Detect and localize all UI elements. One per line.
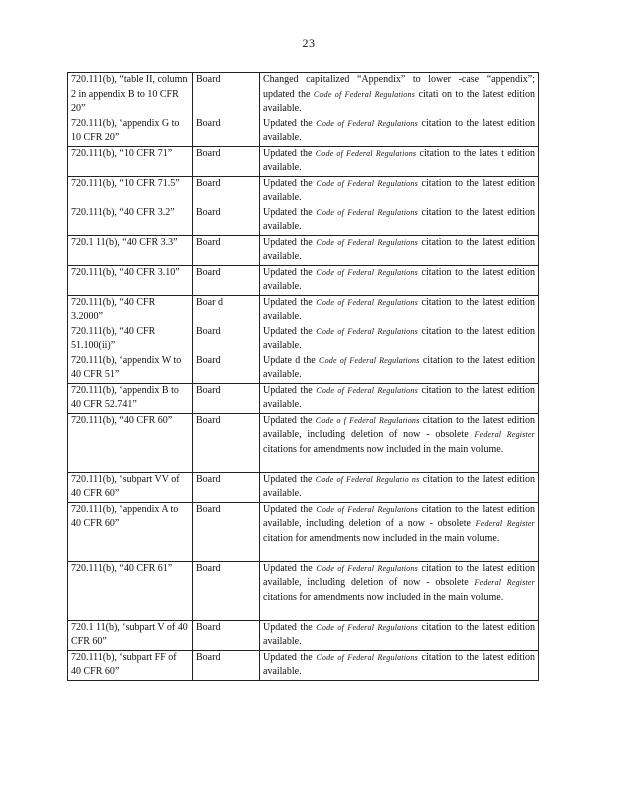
amendment-author: Board: [196, 473, 221, 485]
table-row: [68, 146, 539, 176]
amendment-author: Board: [196, 266, 221, 278]
section-reference: 720.111(b), ‘appendix A to 40 CFR 60”: [71, 503, 179, 529]
amendment-author: Board: [196, 354, 221, 366]
amendment-description: Updated the Code of Federal Regulations citation to the latest edition available.: [263, 266, 535, 292]
description-cell: [260, 620, 539, 650]
description-cell: [260, 295, 539, 383]
reference-cell: [68, 73, 193, 147]
amendment-description: Updated the Code of Federal Regulations citation to the latest edition available.: [263, 651, 535, 677]
reference-cell: [68, 620, 193, 650]
reference-cell: [68, 295, 193, 383]
section-reference: 720.111(b), “10 CFR 71.5”: [71, 177, 180, 189]
section-reference: 720.111(b), ‘appendix G to 10 CFR 20”: [71, 117, 180, 143]
section-reference: 720.111(b), “table II, column 2 in appendix B to 10 CFR 20”: [71, 74, 188, 114]
amendment-description: Updated the Code of Federal Regulations citation to the latest edition available, including deletion of now - obsolete Federal Register citations for amendments now included in the main volume.: [263, 562, 536, 603]
description-cell: [260, 650, 539, 680]
reference-cell: [68, 146, 193, 176]
amendment-author: Board: [196, 117, 221, 129]
reference-cell: [68, 265, 193, 295]
author-cell: [193, 413, 260, 472]
amendment-author: Board: [196, 414, 221, 426]
section-reference: 720.111(b), “40 CFR 3.2000”: [71, 296, 156, 322]
description-cell: [260, 146, 539, 176]
table-row: [68, 502, 539, 561]
page-number: 23: [302, 36, 316, 50]
author-cell: [193, 146, 260, 176]
section-reference: 720.1 11(b), “40 CFR 3.3”: [71, 236, 178, 248]
amendment-description: Updated the Code of Federal Regulations citation to the latest edition available.: [263, 621, 535, 647]
table-row: [68, 413, 539, 472]
amendment-author: Board: [196, 74, 221, 85]
reference-cell: [68, 650, 193, 680]
table-row: [68, 176, 539, 235]
description-cell: [260, 176, 539, 235]
section-reference: 720.111(b), “10 CFR 71”: [71, 147, 173, 159]
description-cell: [260, 413, 539, 472]
amendment-description: Updated the Code of Federal Regulations citation to the latest edition available.: [263, 296, 535, 322]
amendment-author: Boar d: [196, 296, 223, 308]
table-row: [68, 295, 539, 383]
amendment-author: Board: [196, 621, 221, 633]
amendment-description: Updated the Code of Federal Regulations citation to the lates t edition available.: [263, 147, 535, 173]
amendment-author: Board: [196, 147, 221, 159]
amendment-author: Board: [196, 384, 221, 396]
table-row: [68, 265, 539, 295]
section-reference: 720.111(b), ‘subpart FF of 40 CFR 60”: [71, 651, 177, 677]
amendment-description: Update d the Code of Federal Regulations citation to the latest edition available.: [263, 354, 535, 380]
amendment-description: Updated the Code o f Federal Regulations citation to the latest edition available, including deletion of now - obsolete Federal Register citations for amendments now included in the main volume.: [263, 414, 536, 455]
table-row: [68, 620, 539, 650]
author-cell: [193, 620, 260, 650]
amendment-description: Updated the Code of Federal Regulations citation to the latest edition available.: [263, 206, 535, 232]
reference-cell: [68, 413, 193, 472]
amendment-description: Changed capitalized “Appendix” to lower -case “appendix”; updated the Code of Federal Regulations citati on to the latest edition available.: [263, 74, 535, 114]
amendment-description: Updated the Code of Federal Regulations citation to the latest edition available.: [263, 177, 535, 203]
amendment-description: Updated the Code of Federal Regulatio ns citation to the latest edition available.: [263, 473, 535, 499]
table-row: [68, 383, 539, 413]
amendment-description: Updated the Code of Federal Regulations citation to the latest edition available.: [263, 236, 535, 262]
section-reference: 720.111(b), “40 CFR 51.100(ii)”: [71, 325, 156, 351]
amendment-description: Updated the Code of Federal Regulations citation to the latest edition available.: [263, 325, 535, 351]
description-cell: [260, 235, 539, 265]
author-cell: [193, 235, 260, 265]
description-cell: [260, 502, 539, 561]
author-cell: [193, 561, 260, 620]
author-cell: [193, 383, 260, 413]
author-cell: [193, 176, 260, 235]
reference-cell: [68, 176, 193, 235]
table-row: [68, 235, 539, 265]
amendment-author: Board: [196, 177, 221, 189]
table-row: [68, 650, 539, 680]
amendment-author: Board: [196, 503, 221, 515]
amendment-author: Board: [196, 651, 221, 663]
amendment-description: Updated the Code of Federal Regulations citation to the latest edition available.: [263, 117, 535, 143]
amendment-author: Board: [196, 236, 221, 248]
table-row: [68, 472, 539, 502]
table-row: [68, 561, 539, 620]
section-reference: 720.111(b), ‘appendix B to 40 CFR 52.741”: [71, 384, 179, 410]
reference-cell: [68, 472, 193, 502]
author-cell: [193, 73, 260, 147]
author-cell: [193, 295, 260, 383]
section-reference: 720.111(b), “40 CFR 61”: [71, 562, 173, 574]
amendment-author: Board: [196, 206, 221, 218]
section-reference: 720.111(b), “40 CFR 3.2”: [71, 206, 175, 218]
reference-cell: [68, 561, 193, 620]
description-cell: [260, 265, 539, 295]
section-reference: 720.111(b), ‘subpart VV of 40 CFR 60”: [71, 473, 180, 499]
author-cell: [193, 472, 260, 502]
reference-cell: [68, 235, 193, 265]
author-cell: [193, 502, 260, 561]
amendment-description: Updated the Code of Federal Regulations citation to the latest edition available.: [263, 384, 535, 410]
amendment-author: Board: [196, 562, 221, 574]
description-cell: [260, 73, 539, 147]
author-cell: [193, 265, 260, 295]
description-cell: [260, 383, 539, 413]
section-reference: 720.1 11(b), ‘subpart V of 40 CFR 60”: [71, 621, 188, 647]
amendment-author: Board: [196, 325, 221, 337]
description-cell: [260, 472, 539, 502]
amendment-description: Updated the Code of Federal Regulations citation to the latest edition available, including deletion of a now - obsolete Federal Register citation for amendments now included in the main volume.: [263, 503, 535, 544]
section-reference: 720.111(b), “40 CFR 3.10”: [71, 266, 180, 278]
reference-cell: [68, 383, 193, 413]
amendments-table: [67, 72, 539, 681]
description-cell: [260, 561, 539, 620]
table-row: [68, 73, 539, 147]
reference-cell: [68, 502, 193, 561]
author-cell: [193, 650, 260, 680]
section-reference: 720.111(b), ‘appendix W to 40 CFR 51”: [71, 354, 182, 380]
section-reference: 720.111(b), “40 CFR 60”: [71, 414, 173, 426]
